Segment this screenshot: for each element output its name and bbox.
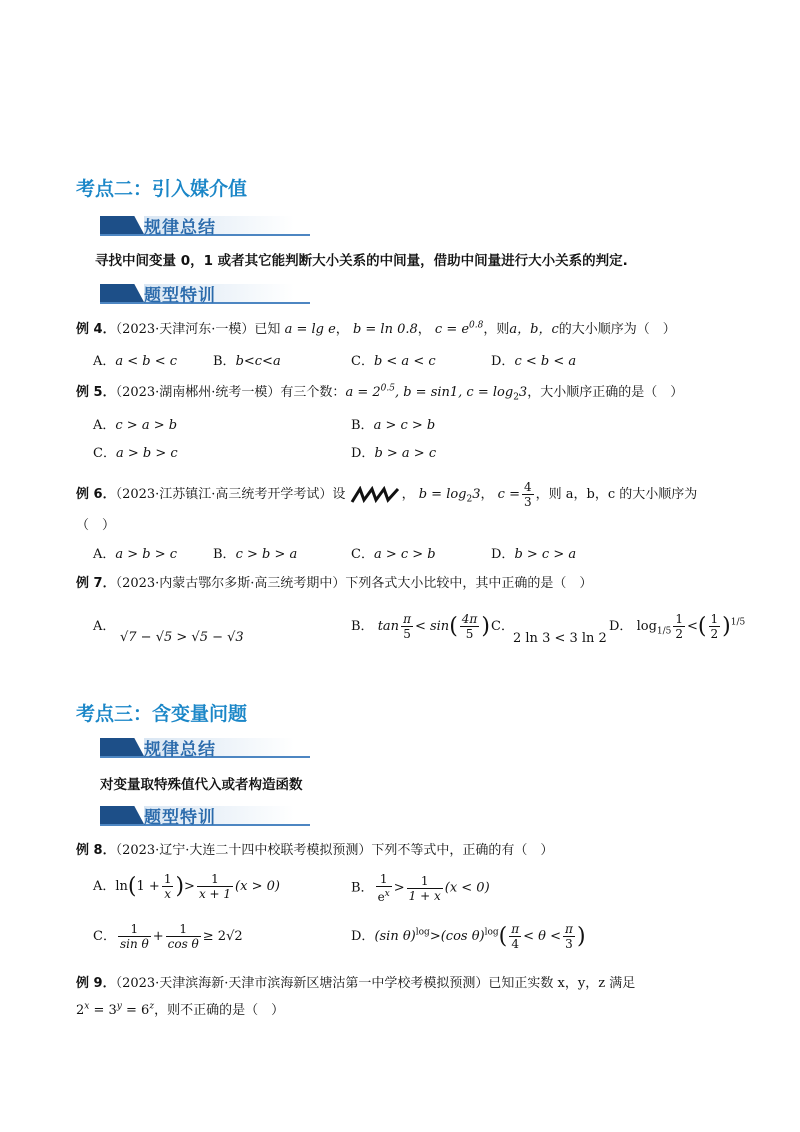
option-a: A．c > a > b [93,418,178,433]
option-c: C．a > c > b [351,547,436,562]
example-9-line2: $2^x = 3^y = 6^z$，则不正确的是（ ） [76,1001,285,1018]
example-label: 例 9． [76,976,116,991]
answer-paren: （ ） [76,518,116,533]
math-b: b = log [418,487,467,502]
option-b: B．b<c<a [213,354,281,369]
option-b: B．a > c > b [351,418,436,433]
option-b: B． tan $\frac{\pi}{5}$ < sin( $\frac{4\pi}{5}$ ) [351,612,490,641]
option-a: A．a > b > c [93,547,178,562]
option-c: C．b < a < c [351,354,436,369]
option-c: C． [491,619,514,634]
example-label: 例 5． [76,385,116,400]
option-d: D． $\log_{1/5}$ $\frac{1}{2}$ <( $\frac{1}{2}$ )$^{1/5}$ [609,612,746,641]
example-source: （2023·内蒙古鄂尔多斯·高三统考期中）下列各式大小比较中，其中正确的是（ ） [115,576,593,591]
summary-text: 寻找中间变量 0，1 或者其它能判断大小关系的中间量，借助中间量进行大小关系的判定. [95,253,628,269]
example-6-stem: 例 6．（2023·江苏镇江·高三统考开学考试）设 ， $b = \log_23$， c = $\frac{4}{3}$ ，则 a，b，c 的大小顺序为 [76,480,698,509]
option-b: B． $\frac{1}{e^x}$ > $\frac{1}{1 + x}$ (x < 0) [351,872,490,904]
math-sub: 2 [466,494,473,505]
banner-practice [100,806,310,826]
option-c-expr: 2 ln 3 < 3 ln 2 [513,631,607,646]
example-7-stem [76,572,592,591]
section-title: 考点二：引入媒介值 [76,178,248,200]
banner-label: 规律总结 [144,218,216,238]
example-label: 例 4． [76,322,116,337]
text: 的大小顺序为（ ） [558,322,676,337]
option-b: B．c > b > a [213,547,298,562]
example-5-stem [76,381,683,403]
example-label: 例 8． [76,843,116,858]
text: ，则 [483,322,510,337]
example-source: （2023·天津滨海新·天津市滨海新区塘沽第一中学校考模拟预测）已知正实数 x，y，z 满足 [115,976,636,991]
math-c: c = e [434,322,470,337]
section-title: 考点三：含变量问题 [76,703,248,725]
math-c: c = [497,487,520,502]
banner-practice [100,284,310,304]
example-4-stem: 例 4．（2023·天津河东·一模）已知 a = lg e， b = ln 0.8， $c = e^{0.8}$，则a，b，c的大小顺序为（ ） [76,320,676,337]
math-b: b = ln 0.8 [352,322,418,337]
math: , b = sin1, c = log [394,385,514,400]
option-c: C．a > b > c [93,446,178,461]
math-c-exp: 0.8 [469,320,484,331]
option-d: D．b > a > c [351,446,437,461]
option-a: A．ln(1 + $\frac{1}{x}$ )> $\frac{1}{x + 1}$ (x > 0) [93,872,280,901]
summary-text: 对变量取特殊值代入或者构造函数 [100,777,303,793]
math-sub: 2 [513,392,519,403]
option-a: A．a < b < c [93,354,178,369]
banner-label: 规律总结 [144,740,216,760]
example-source: （2023·湖南郴州·统考一模）有三个数： [115,385,346,400]
math: 3 [518,385,528,400]
banner-label: 题型特训 [144,286,216,306]
math: a = 2 [345,385,381,400]
example-source: （2023·江苏镇江·高三统考开学考试）设 [115,487,346,502]
example-label: 例 7． [76,576,116,591]
option-a-expr: √7 − √5 > √5 − √3 [120,630,244,645]
math-exp: 0.5 [380,383,395,394]
garbled-formula-image [350,486,402,504]
option-d: D．b > c > a [491,547,577,562]
option-d: D．(sin θ)$^{log}$>(cos θ)$^{log}$( $\frac{\pi}{4}$ < θ < $\frac{\pi}{3}$ ) [351,922,586,951]
banner-rule-summary [100,738,310,758]
text: ，则 a，b，c 的大小顺序为 [535,487,698,502]
fraction: $\frac{4}{3}$ [523,480,532,509]
math-abc: a，b，c [509,322,559,337]
example-8-stem [76,839,553,858]
example-source: （2023·天津河东·一模）已知 [115,322,281,337]
math: 3 [472,487,481,502]
example-9-stem [76,972,635,991]
banner-rule-summary [100,216,310,236]
option-a: A． [93,619,116,634]
option-d: D．c < b < a [491,354,577,369]
example-source: （2023·辽宁·大连二十四中校联考模拟预测）下列不等式中，正确的有（ ） [115,843,554,858]
math-a: a = lg e [284,322,336,337]
example-label: 例 6． [76,487,116,502]
text: ，大小顺序正确的是（ ） [527,385,684,400]
option-c: C． $\frac{1}{\text{sin θ}}$ + $\frac{1}{\text{cos θ}}$ ≥ 2√2 [93,922,243,951]
banner-label: 题型特训 [144,808,216,828]
